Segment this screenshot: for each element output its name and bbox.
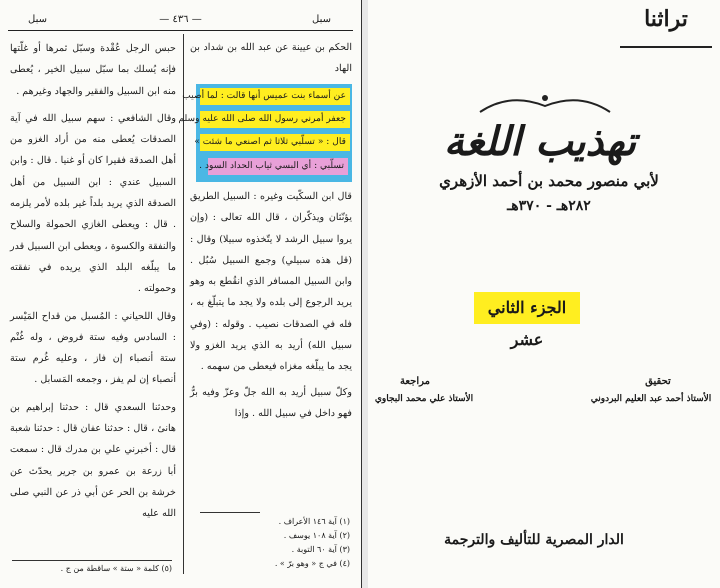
page-header: [10, 14, 351, 30]
book-title: تهذيب اللغة: [443, 118, 637, 165]
reviewer-name: الأستاذ علي محمد البجاوي: [374, 394, 474, 404]
left-column: [10, 38, 176, 525]
footnote-2: (٢) آية ١٠٨ يوسف .: [283, 531, 350, 540]
footnote-4: (٤) في ج « وهو برّ » .: [274, 559, 350, 568]
header-word-left: سبل: [28, 14, 47, 25]
highlighted-line: عن أسماء بنت عميس أنها قالت : لما أصيب: [200, 88, 350, 105]
author-line: لأبي منصور محمد بن أحمد الأزهري: [439, 172, 659, 190]
paragraph: قال ابن السكّيت وغيره : السبيل الطريق يؤنّثان ويذكّران ، قال الله تعالى : (وإن يروا سبيل الرشد لا يتّخذوه سبيلا) وقال : (قل هذه سبيلي) وجمع السبيل سُبُل . وابن السبيل المسافر الذي انقُطع به وهو يريد الرجوع إلى بلده ولا يجد ما يتبلّغ به ، فله في الصدقات نصيب . وقوله : (وفي سبيل الله) أريد به الذي يريد الغزو ولا يجد ما يبلّغه مغزاه فيعطى من سهمه .: [190, 191, 352, 373]
title-ornament: [470, 88, 620, 118]
volume-label: الجزء الثاني عشر: [474, 292, 580, 324]
paragraph: وقال اللحياني : المُسبل من قداح المَيْسر : السادس وفيه ستة فروض ، وله غُنْم ستة أنصباء إن فاز ، وعليه غُرم ستة أنصباء إن لم يفز ، وجمعه المَسابل .: [10, 310, 176, 386]
highlighted-definition: تسلّبي : أي البسي ثياب الحداد السود .: [208, 158, 348, 175]
header-rule: [8, 30, 353, 31]
logo-rule: [620, 46, 712, 48]
editor-role: تحقيق: [645, 376, 671, 387]
paragraph: حبس الرجل عُقْدة وسبّل ثمرها أو غلّتها فإنه يُسلك بما سبّل سبيل الخير ، يُعطى منه ابن السبيل والفقير والجهاد وغيرهم .: [10, 43, 176, 97]
series-logo: تراثنا: [644, 6, 688, 32]
paragraph: وكلّ سبيل أريد به الله جلّ وعزّ وفيه برٌّ فهو داخل في سبيل الله . وإذا: [190, 386, 352, 419]
editor-name: الأستاذ أحمد عبد العليم البردوني: [590, 394, 712, 404]
text-line: الحكم بن عيينة عن عبد الله بن شداد بن الهاد: [190, 42, 352, 74]
author-dates: ٢٨٢هـ - ٣٧٠هـ: [507, 198, 591, 214]
highlighted-line: قال : « تسلّبي ثلاثا ثم اصنعي ما شئت »: [200, 134, 350, 151]
footnote-5: (٥) كلمة « ستة » ساقطة من ج .: [12, 560, 172, 575]
paragraph: وحدثنا السعدي قال : حدثنا إبراهيم بن هانئ ، قال : حدثنا عفان قال : حدثنا شعبة قال : أخبرني علي بن مدرك قال : سمعت أبا زرعة بن عمرو بن جرير يحدّث عن خرشة بن الحر عن أبي ذر عن النبي صلى الله عليه: [10, 401, 176, 520]
footnote-3: (٣) آية ٦٠ التوبة .: [291, 545, 350, 554]
header-word-right: سبل: [312, 14, 331, 25]
highlighted-line: جعفر أمرني رسول الله صلى الله عليه وسلم: [200, 111, 350, 128]
paragraph: وقال الشافعي : سهم سبيل الله في آية الصدقات يُعطى منه من أراد الغزو من أهل الصدقة فقيرا كان أو غنيا . قال : وابن السبيل عندي : ابن السبيل من أهل الصدقة الذي يريد بلداً غير بلده لأمر يلزمه . قال : ويعطى الغازي الحمولة والسلاح والنفقة والكسوة ، ويعطى ابن السبيل قدر ما يبلّغه البلد الذي يريده في نفقته وحمولته .: [10, 112, 176, 295]
footnote-rule: [200, 512, 260, 513]
right-column: [190, 38, 352, 79]
right-column-body: [190, 186, 352, 424]
reviewer-role: مراجعة: [399, 376, 431, 387]
page-number: — ٤٣٦ —: [159, 14, 202, 25]
footnote-1: (١) آية ١٤٦ الأعراف .: [278, 517, 350, 526]
publisher: الدار المصرية للتأليف والترجمة: [444, 532, 624, 548]
